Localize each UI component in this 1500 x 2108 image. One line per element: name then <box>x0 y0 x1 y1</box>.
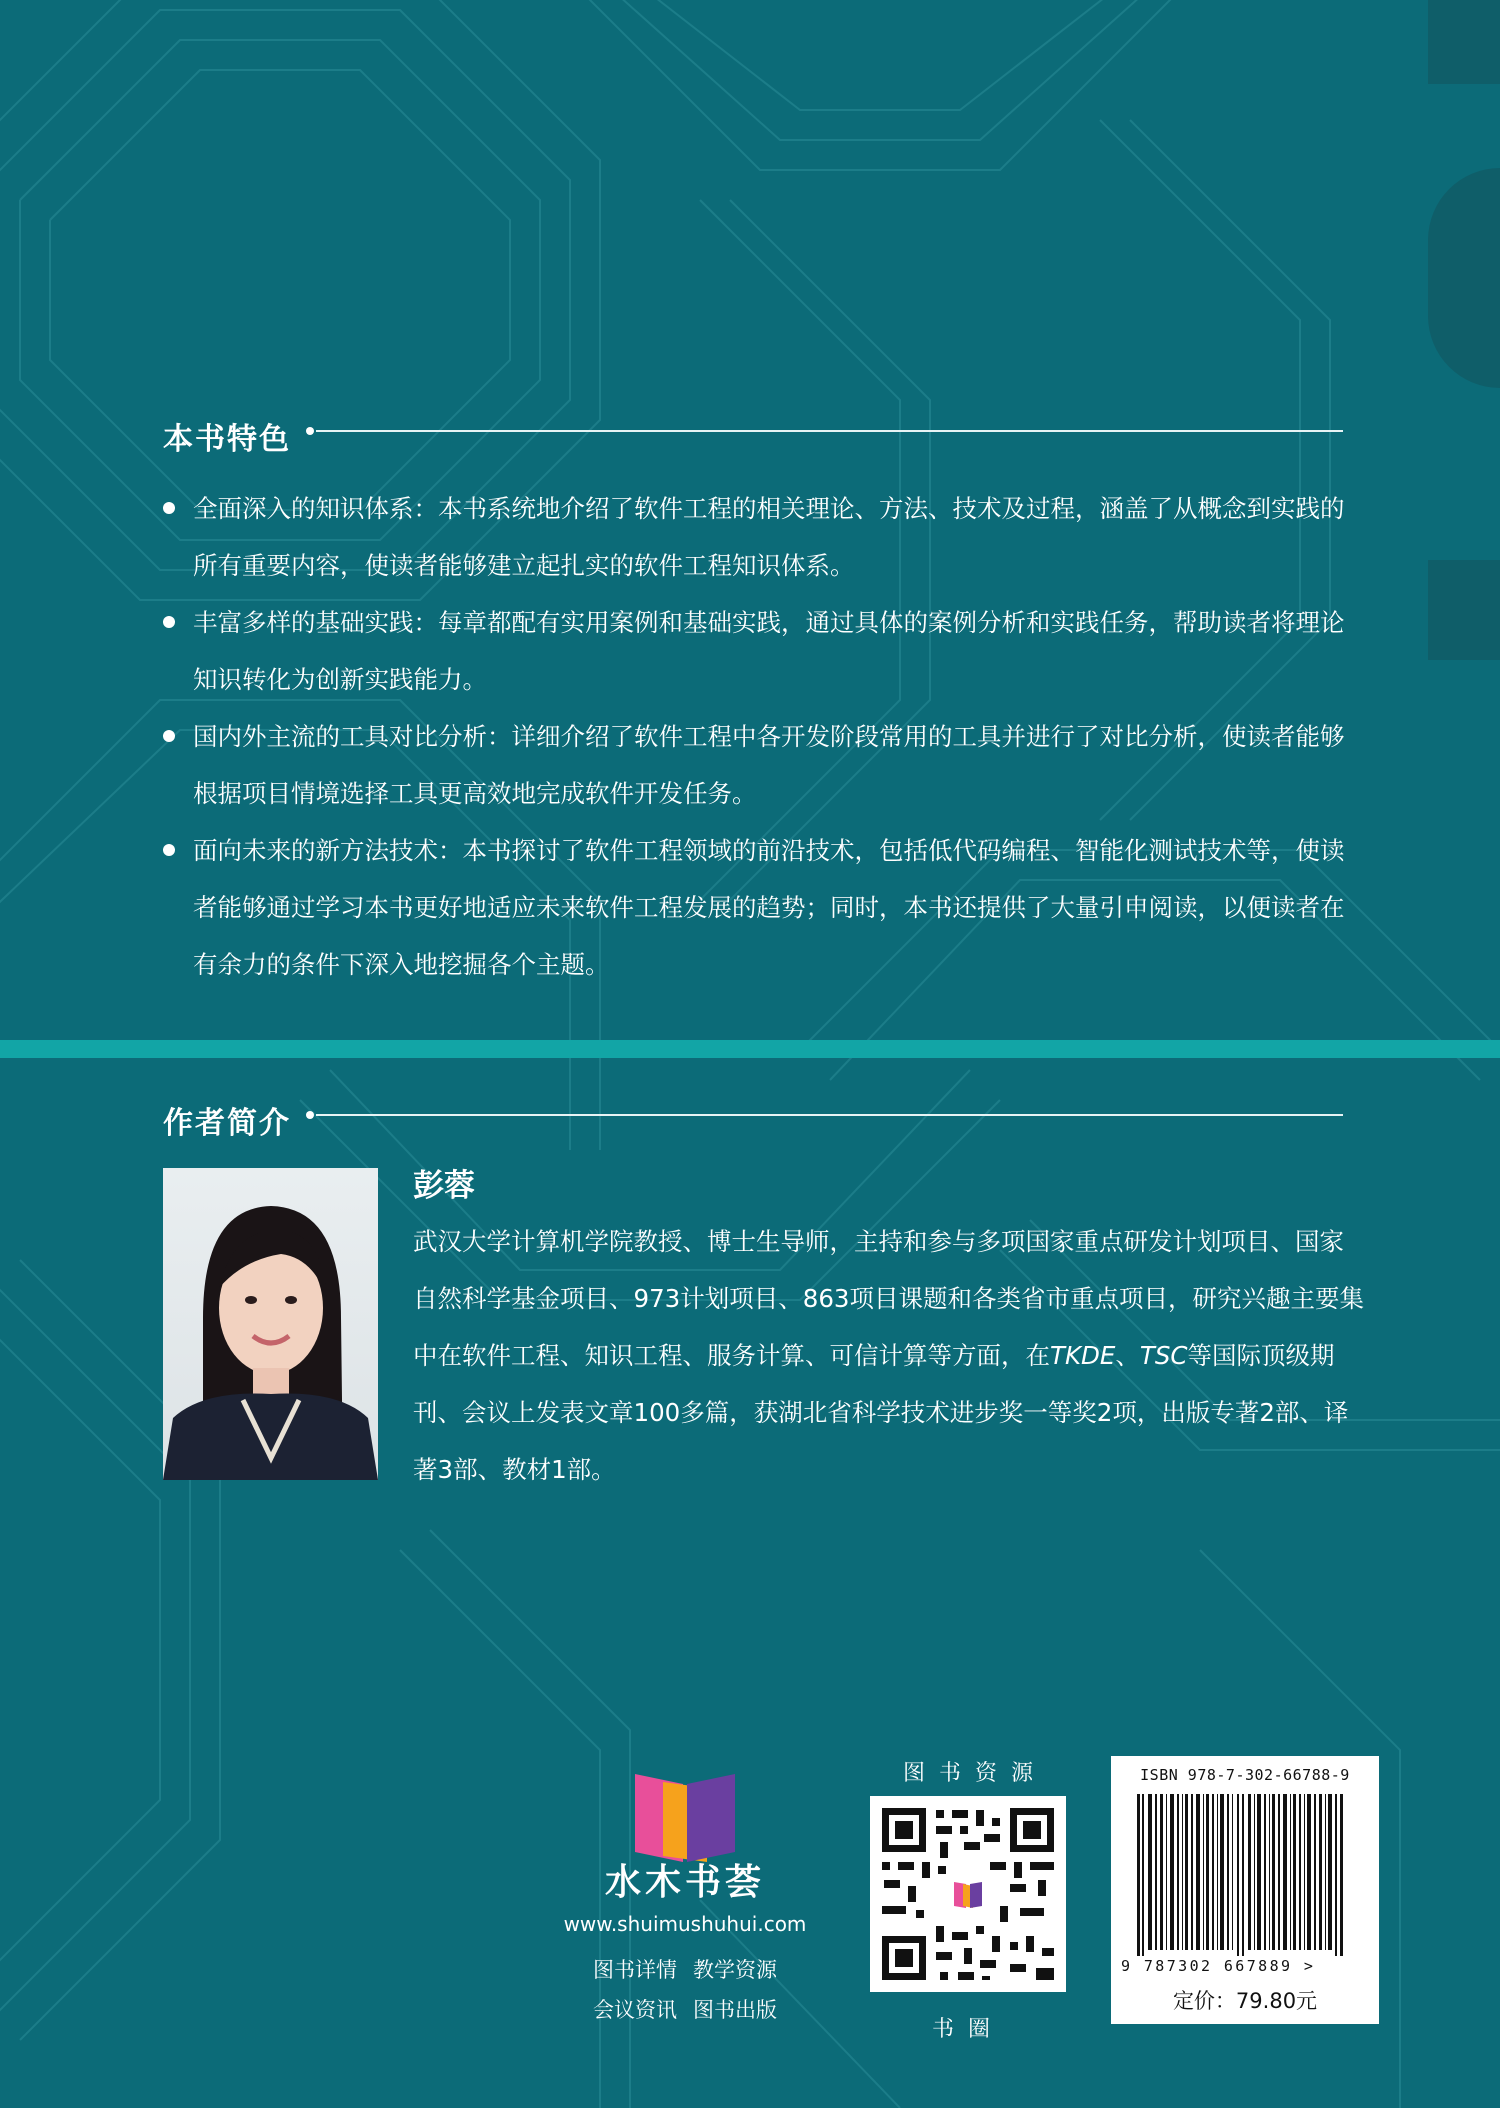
barcode-icon <box>1111 1756 1379 1956</box>
publisher-block <box>555 1758 815 2022</box>
price-label: 定价：79.80元 <box>1172 1989 1318 2013</box>
qr-block <box>868 1756 1068 2042</box>
bio-text-part1: 武汉大学计算机学院教授、博士生导师，主持和参与多项国家重点研发计划项目、国家自然科学基金项目、973计划项目、863项目课题和各类省市重点项目，研究兴趣主要集中在软件工程、知识工程、服务计算、可信计算等方面，在 <box>413 1227 1365 1370</box>
feature-item <box>163 708 1353 822</box>
journal-tkde: TKDE <box>1050 1341 1116 1370</box>
features-title: 本书特色 <box>163 422 291 457</box>
link-conference-news[interactable]: 会议资讯 <box>593 1998 677 2022</box>
author-portrait-illustration <box>163 1168 378 1480</box>
bio-separator: 、 <box>1115 1341 1140 1370</box>
qr-code-icon <box>870 1796 1066 1992</box>
feature-text: 国内外主流的工具对比分析：详细介绍了软件工程中各开发阶段常用的工具并进行了对比分析，使读者能够根据项目情境选择工具更高效地完成软件开发任务。 <box>193 722 1345 808</box>
feature-item <box>163 822 1353 993</box>
journal-tsc: TSC <box>1139 1341 1188 1370</box>
link-book-details[interactable]: 图书详情 <box>593 1958 677 1982</box>
bio-text-part2: 等国际顶级期刊、会议上发表文章100多篇，获湖北省科学技术进步奖一等奖2项，出版专著2部、译著3部、教材1部。 <box>413 1341 1349 1484</box>
isbn-digits: 9 787302 667889 > <box>1121 1957 1316 1975</box>
edge-decoration-top <box>1428 0 1500 84</box>
bullet-icon <box>163 730 175 742</box>
bullet-icon <box>163 616 175 628</box>
title-rule <box>316 430 1343 432</box>
features-list <box>163 480 1353 993</box>
edge-decoration-semicircle <box>1428 168 1500 388</box>
isbn-text: ISBN 978-7-302-66788-9 <box>1140 1766 1350 1784</box>
publisher-url[interactable]: www.shuimushuhui.com <box>563 1912 807 1936</box>
qr-label-top: 图书资源 <box>902 1761 1047 1786</box>
author-bio <box>413 1213 1368 1498</box>
feature-text: 面向未来的新方法技术：本书探讨了软件工程领域的前沿技术，包括低代码编程、智能化测试技术等，使读者能够通过学习本书更好地适应未来软件工程发展的趋势；同时，本书还提供了大量引申阅读，以便读者在有余力的条件下深入地挖掘各个主题。 <box>193 836 1345 979</box>
isbn-barcode <box>1111 1756 1379 2024</box>
title-dot <box>306 1111 314 1119</box>
title-rule <box>316 1114 1343 1116</box>
title-dot <box>306 427 314 435</box>
edge-decoration-middle <box>1428 560 1500 660</box>
feature-text: 丰富多样的基础实践：每章都配有实用案例和基础实践，通过具体的案例分析和实践任务，帮助读者将理论知识转化为创新实践能力。 <box>193 608 1345 694</box>
link-book-publishing[interactable]: 图书出版 <box>693 1998 777 2022</box>
author-title: 作者简介 <box>163 1106 291 1141</box>
feature-text: 全面深入的知识体系：本书系统地介绍了软件工程的相关理论、方法、技术及过程，涵盖了从概念到实践的所有重要内容，使读者能够建立起扎实的软件工程知识体系。 <box>193 494 1345 580</box>
publisher-logo-text: 水木书荟 <box>604 1861 765 1903</box>
qr-label-bottom: 书圈 <box>931 2017 1004 2042</box>
qr-code[interactable] <box>870 1796 1066 1992</box>
bullet-icon <box>163 502 175 514</box>
bullet-icon <box>163 844 175 856</box>
divider-band <box>0 1040 1500 1058</box>
author-name: 彭蓉 <box>413 1168 475 1204</box>
feature-item <box>163 480 1353 594</box>
link-teaching-resources[interactable]: 教学资源 <box>693 1958 777 1982</box>
author-photo <box>163 1168 378 1480</box>
feature-item <box>163 594 1353 708</box>
publisher-links <box>555 1950 815 2030</box>
